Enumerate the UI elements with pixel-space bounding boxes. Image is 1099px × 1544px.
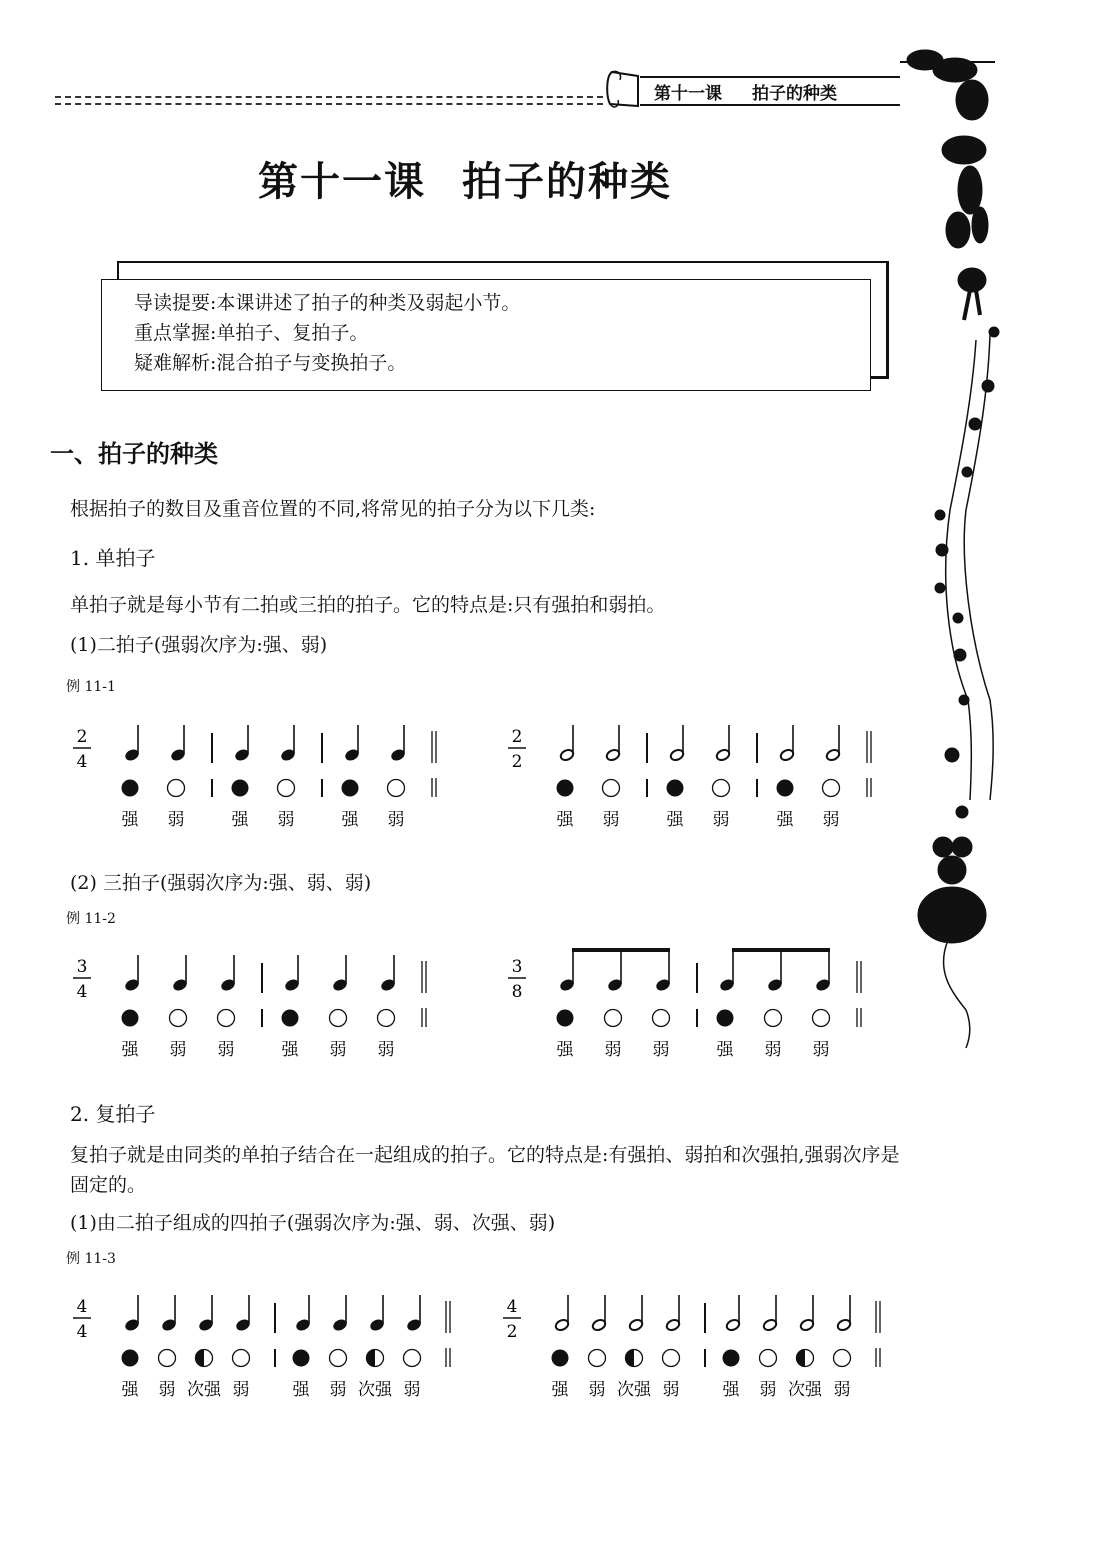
guide-box [101, 279, 871, 391]
quadruple-meter-heading: (1)由二拍子组成的四拍子(强弱次序为:强、弱、次强、弱) [70, 1212, 556, 1234]
eighth-note [767, 949, 783, 992]
weak-beat-circle [765, 1010, 782, 1027]
strong-beat-circle [293, 1350, 310, 1367]
weak-beat-circle [278, 780, 295, 797]
weak-beat-circle [813, 1010, 830, 1027]
final-double-barline [857, 961, 861, 1027]
beat-label-medium: 次强 [617, 1380, 651, 1400]
example-11-3-left [70, 1285, 450, 1410]
half-note [669, 725, 685, 762]
strong-beat-circle [552, 1350, 569, 1367]
quarter-note [295, 1295, 311, 1332]
medium-beat-circle [797, 1350, 814, 1367]
compound-meter-heading: 2. 复拍子 [70, 1102, 156, 1126]
beat-label-strong: 强 [121, 1380, 139, 1400]
simple-meter-heading: 1. 单拍子 [70, 546, 156, 570]
half-note [825, 725, 841, 762]
eighth-beam [572, 948, 670, 952]
strong-beat-circle [232, 780, 249, 797]
weak-beat-circle [170, 1010, 187, 1027]
quarter-note [235, 1295, 251, 1332]
running-header-lesson: 第十一课 [654, 83, 722, 104]
final-double-barline [867, 731, 871, 797]
strong-beat-circle [557, 1010, 574, 1027]
eighth-note [607, 949, 623, 992]
half-note [762, 1295, 778, 1332]
beat-label-strong: 强 [281, 1040, 299, 1060]
beat-label-strong: 强 [716, 1040, 734, 1060]
beat-label-strong: 强 [231, 810, 249, 830]
quarter-note [170, 725, 186, 762]
beat-label-weak: 弱 [712, 810, 730, 830]
strong-beat-circle [723, 1350, 740, 1367]
compound-meter-description-text: 复拍子就是由同类的单拍子结合在一起组成的拍子。它的特点是:有强拍、弱拍和次强拍,强弱次序是固定的。 [70, 1144, 900, 1196]
strong-beat-circle [122, 1010, 139, 1027]
beat-label-weak: 弱 [277, 810, 295, 830]
final-double-barline [446, 1301, 450, 1367]
strong-beat-circle [342, 780, 359, 797]
running-header-topic: 拍子的种类 [752, 83, 837, 104]
half-note [554, 1295, 570, 1332]
weak-beat-circle [823, 780, 840, 797]
beat-label-weak: 弱 [158, 1380, 176, 1400]
example-label: 例 11-1 [66, 679, 116, 695]
half-note [605, 725, 621, 762]
half-note [715, 725, 731, 762]
eighth-note [655, 949, 671, 992]
weak-beat-circle [330, 1010, 347, 1027]
strong-beat-circle [717, 1010, 734, 1027]
example-label: 例 11-2 [66, 911, 116, 927]
medium-beat-fill [367, 1350, 375, 1367]
beat-label-weak: 弱 [329, 1040, 347, 1060]
intro-paragraph: 根据拍子的数目及重音位置的不同,将常见的拍子分为以下几类: [70, 498, 596, 520]
quarter-note [172, 955, 188, 992]
half-note [591, 1295, 607, 1332]
quarter-note [390, 725, 406, 762]
beat-label-weak: 弱 [604, 1040, 622, 1060]
beat-label-weak: 弱 [759, 1380, 777, 1400]
weak-beat-circle [168, 780, 185, 797]
beat-label-weak: 弱 [217, 1040, 235, 1060]
quarter-note [124, 725, 140, 762]
beat-label-strong: 强 [722, 1380, 740, 1400]
time-signature [73, 957, 91, 1002]
medium-beat-circle [367, 1350, 384, 1367]
weak-beat-circle [663, 1350, 680, 1367]
time-signature-denominator: 8 [511, 982, 523, 1002]
quarter-note [380, 955, 396, 992]
weak-beat-circle [233, 1350, 250, 1367]
half-note [628, 1295, 644, 1332]
example-label: 例 11-3 [66, 1251, 116, 1267]
strong-beat-circle [557, 780, 574, 797]
beat-label-weak: 弱 [403, 1380, 421, 1400]
beat-label-weak: 弱 [662, 1380, 680, 1400]
quarter-note [332, 1295, 348, 1332]
weak-beat-circle [713, 780, 730, 797]
quarter-note [332, 955, 348, 992]
beat-label-strong: 强 [776, 810, 794, 830]
example-11-2-left [70, 945, 430, 1070]
time-signature [508, 727, 526, 772]
weak-beat-circle [378, 1010, 395, 1027]
page-title [0, 150, 930, 207]
time-signature [503, 1297, 521, 1342]
time-signature-numerator: 3 [76, 957, 88, 977]
beat-label-strong: 强 [121, 1040, 139, 1060]
time-signature [73, 1297, 91, 1342]
quarter-note [161, 1295, 177, 1332]
beat-label-weak: 弱 [822, 810, 840, 830]
triple-meter-heading: (2) 三拍子(强弱次序为:强、弱、弱) [70, 872, 372, 894]
beat-label-strong: 强 [121, 810, 139, 830]
time-signature-numerator: 4 [506, 1297, 518, 1317]
header-dashed-rule [55, 96, 603, 105]
quarter-note [124, 1295, 140, 1332]
half-note [559, 725, 575, 762]
title-topic: 拍子的种类 [462, 159, 672, 205]
beat-label-strong: 强 [556, 1040, 574, 1060]
quarter-note [280, 725, 296, 762]
final-double-barline [422, 961, 426, 1027]
time-signature-denominator: 4 [76, 752, 88, 772]
weak-beat-circle [603, 780, 620, 797]
time-signature-numerator: 2 [76, 727, 88, 747]
eighth-note [559, 949, 575, 992]
weak-beat-circle [159, 1350, 176, 1367]
eighth-note [815, 949, 831, 992]
section-heading: 一、拍子的种类 [50, 440, 218, 468]
half-note [665, 1295, 681, 1332]
time-signature [73, 727, 91, 772]
quarter-note [369, 1295, 385, 1332]
final-double-barline [432, 731, 436, 797]
beat-label-weak: 弱 [377, 1040, 395, 1060]
beat-label-medium: 次强 [358, 1380, 392, 1400]
beat-label-strong: 强 [556, 810, 574, 830]
time-signature-denominator: 4 [76, 1322, 88, 1342]
time-signature [508, 957, 526, 1002]
time-signature-denominator: 2 [506, 1322, 518, 1342]
guide-line-key-points: 重点掌握:单拍子、复拍子。 [134, 322, 369, 344]
example-11-1-right [505, 715, 865, 840]
scroll-ornament-icon [604, 66, 644, 110]
beat-label-weak: 弱 [588, 1380, 606, 1400]
running-header [640, 76, 900, 106]
final-double-barline [876, 1301, 880, 1367]
beat-label-weak: 弱 [812, 1040, 830, 1060]
guide-line-overview: 导读提要:本课讲述了拍子的种类及弱起小节。 [134, 292, 521, 314]
quarter-note [124, 955, 140, 992]
guide-line-difficulties: 疑难解析:混合拍子与变换拍子。 [134, 352, 407, 374]
quarter-note [198, 1295, 214, 1332]
weak-beat-circle [388, 780, 405, 797]
medium-beat-fill [196, 1350, 204, 1367]
weak-beat-circle [834, 1350, 851, 1367]
medium-beat-fill [626, 1350, 634, 1367]
strong-beat-circle [282, 1010, 299, 1027]
vine-decoration-icon [880, 40, 1099, 1050]
beat-label-weak: 弱 [764, 1040, 782, 1060]
example-11-2-right [505, 945, 865, 1070]
time-signature-denominator: 2 [511, 752, 523, 772]
quarter-note [406, 1295, 422, 1332]
title-lesson: 第十一课 [258, 159, 426, 205]
weak-beat-circle [589, 1350, 606, 1367]
example-11-3-right [500, 1285, 880, 1410]
strong-beat-circle [777, 780, 794, 797]
medium-beat-circle [196, 1350, 213, 1367]
beat-label-weak: 弱 [169, 1040, 187, 1060]
strong-beat-circle [122, 780, 139, 797]
weak-beat-circle [330, 1350, 347, 1367]
quarter-note [220, 955, 236, 992]
weak-beat-circle [404, 1350, 421, 1367]
time-signature-numerator: 4 [76, 1297, 88, 1317]
weak-beat-circle [653, 1010, 670, 1027]
time-signature-numerator: 3 [511, 957, 523, 977]
eighth-note [719, 949, 735, 992]
half-note [725, 1295, 741, 1332]
weak-beat-circle [760, 1350, 777, 1367]
beat-label-medium: 次强 [788, 1380, 822, 1400]
half-note [836, 1295, 852, 1332]
duple-meter-heading: (1)二拍子(强弱次序为:强、弱) [70, 634, 328, 656]
example-11-1-left [70, 715, 430, 840]
time-signature-denominator: 4 [76, 982, 88, 1002]
weak-beat-circle [218, 1010, 235, 1027]
half-note [779, 725, 795, 762]
simple-meter-description: 单拍子就是每小节有二拍或三拍的拍子。它的特点是:只有强拍和弱拍。 [70, 594, 666, 616]
time-signature-numerator: 2 [511, 727, 523, 747]
compound-meter-description [70, 1140, 915, 1200]
strong-beat-circle [122, 1350, 139, 1367]
beat-label-strong: 强 [666, 810, 684, 830]
beat-label-strong: 强 [292, 1380, 310, 1400]
beat-label-strong: 强 [551, 1380, 569, 1400]
beat-label-weak: 弱 [329, 1380, 347, 1400]
beat-label-strong: 强 [341, 810, 359, 830]
half-note [799, 1295, 815, 1332]
beat-label-weak: 弱 [833, 1380, 851, 1400]
beat-label-weak: 弱 [602, 810, 620, 830]
quarter-note [284, 955, 300, 992]
medium-beat-fill [797, 1350, 805, 1367]
beat-label-weak: 弱 [167, 810, 185, 830]
quarter-note [344, 725, 360, 762]
weak-beat-circle [605, 1010, 622, 1027]
beat-label-weak: 弱 [232, 1380, 250, 1400]
eighth-beam [732, 948, 830, 952]
strong-beat-circle [667, 780, 684, 797]
beat-label-weak: 弱 [387, 810, 405, 830]
quarter-note [234, 725, 250, 762]
beat-label-medium: 次强 [187, 1380, 221, 1400]
beat-label-weak: 弱 [652, 1040, 670, 1060]
medium-beat-circle [626, 1350, 643, 1367]
